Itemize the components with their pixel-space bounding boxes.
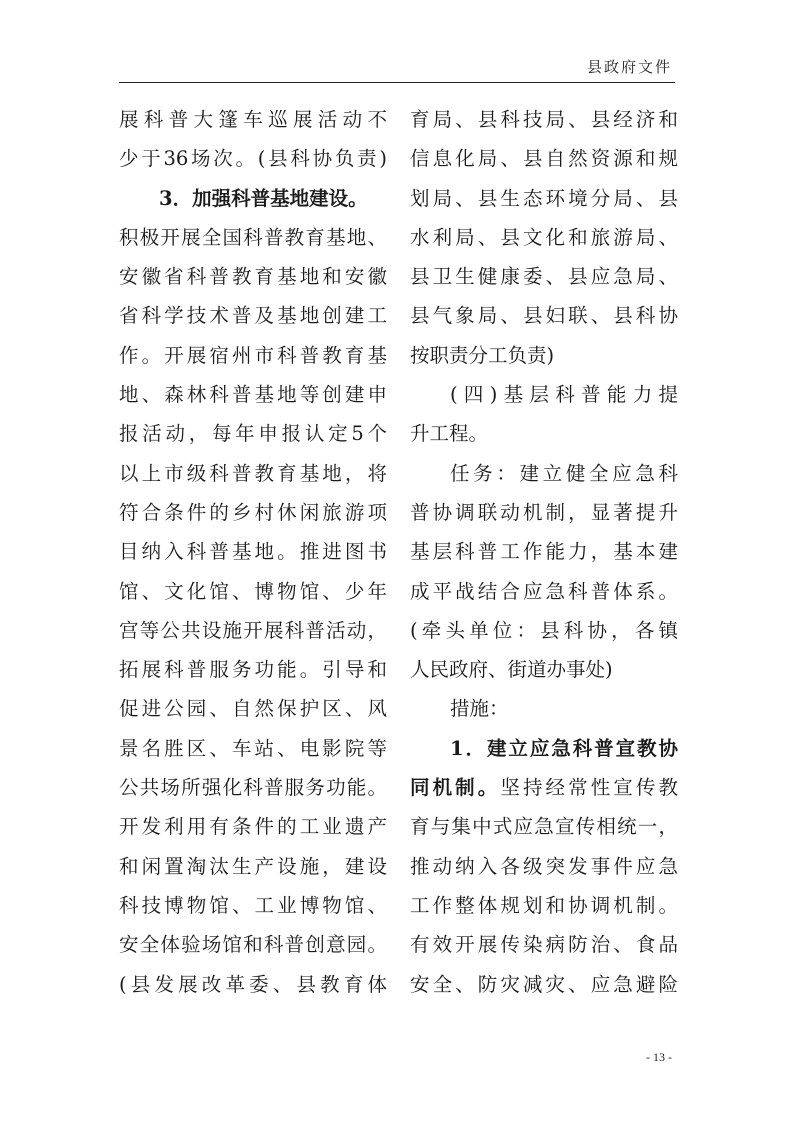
text-line: 地、森林科普基地等创建申 xyxy=(119,383,387,407)
text-line: 措施： xyxy=(450,697,509,721)
text-line: 信息化局、县自然资源和规 xyxy=(410,147,678,171)
text-line: 县气象局、县妇联、县科协 xyxy=(410,304,678,328)
text-line: 推动纳入各级突发事件应急 xyxy=(410,854,678,878)
text-line: 符合条件的乡村休闲旅游项 xyxy=(119,500,387,524)
text-line: 划局、县生态环境分局、县 xyxy=(410,186,678,210)
text-line: 升工程。 xyxy=(410,422,489,446)
document-header-label: 县政府文件 xyxy=(586,58,672,76)
text-line: 以上市级科普教育基地，将 xyxy=(119,461,387,485)
text-line: 和闲置淘汰生产设施，建设 xyxy=(119,854,387,878)
text-line: 有效开展传染病防治、食品 xyxy=(410,933,678,957)
text-line: 水利局、县文化和旅游局、 xyxy=(410,225,678,249)
text-line: 积极开展全国科普教育基地、 xyxy=(119,225,387,249)
text-line: 少于36场次。(县科协负责) xyxy=(119,147,387,171)
text-line: 安徽省科普教育基地和安徽 xyxy=(119,265,387,289)
text-line: 育与集中式应急宣传相统一， xyxy=(410,815,678,839)
text-line: 安全体验场馆和科普创意园。 xyxy=(119,933,387,957)
page-number: - 13 - xyxy=(646,1050,672,1064)
text-line: 开发利用有条件的工业遗产 xyxy=(119,815,387,839)
text-line: 拓展科普服务功能。引导和 xyxy=(119,658,387,682)
text-line: 县卫生健康委、县应急局、 xyxy=(410,265,678,289)
text-line: 普协调联动机制，显著提升 xyxy=(410,500,678,524)
text-line: 育局、县科技局、县经济和 xyxy=(410,108,678,131)
text-line: (四)基层科普能力提 xyxy=(450,383,678,407)
text-line: 科技博物馆、工业博物馆、 xyxy=(119,893,387,917)
text-line: 1．建立应急科普宣教协 xyxy=(450,736,678,760)
text-line: 馆、文化馆、博物馆、少年 xyxy=(119,579,387,603)
text-line: (县发展改革委、县教育体 xyxy=(119,972,387,996)
text-line: 报活动，每年申报认定5个 xyxy=(119,422,387,446)
text-line: 作。开展宿州市科普教育基 xyxy=(119,343,387,367)
text-line: 安全、防灾减灾、应急避险 xyxy=(410,972,678,996)
bold-heading-fragment: 同机制。 xyxy=(410,776,501,800)
text-line: 省科学技术普及基地创建工 xyxy=(119,304,387,328)
text-line: 任务：建立健全应急科 xyxy=(450,461,678,485)
text-line: 展科普大篷车巡展活动不 xyxy=(119,108,387,131)
text-line: 按职责分工负责) xyxy=(410,343,555,367)
text-line: 人民政府、街道办事处) xyxy=(410,658,613,682)
text-line: (牵头单位：县科协，各镇 xyxy=(410,618,678,642)
text-line: 成平战结合应急科普体系。 xyxy=(410,579,678,603)
text-line xyxy=(410,768,678,807)
text-line: 公共场所强化科普服务功能。 xyxy=(119,776,387,800)
text-line: 促进公园、自然保护区、风 xyxy=(119,697,387,721)
header-divider xyxy=(119,82,675,83)
left-text-column xyxy=(119,100,387,1004)
right-text-column xyxy=(410,100,678,1004)
text-line: 目纳入科普基地。推进图书 xyxy=(119,540,387,564)
text-line: 3．加强科普基地建设。 xyxy=(159,186,368,210)
text-line: 景名胜区、车站、电影院等 xyxy=(119,736,387,760)
text-line: 宫等公共设施开展科普活动， xyxy=(119,618,387,642)
text-fragment: 坚持经常性宣传教 xyxy=(500,776,678,800)
text-line: 基层科普工作能力，基本建 xyxy=(410,540,678,564)
text-line: 工作整体规划和协调机制。 xyxy=(410,893,678,917)
